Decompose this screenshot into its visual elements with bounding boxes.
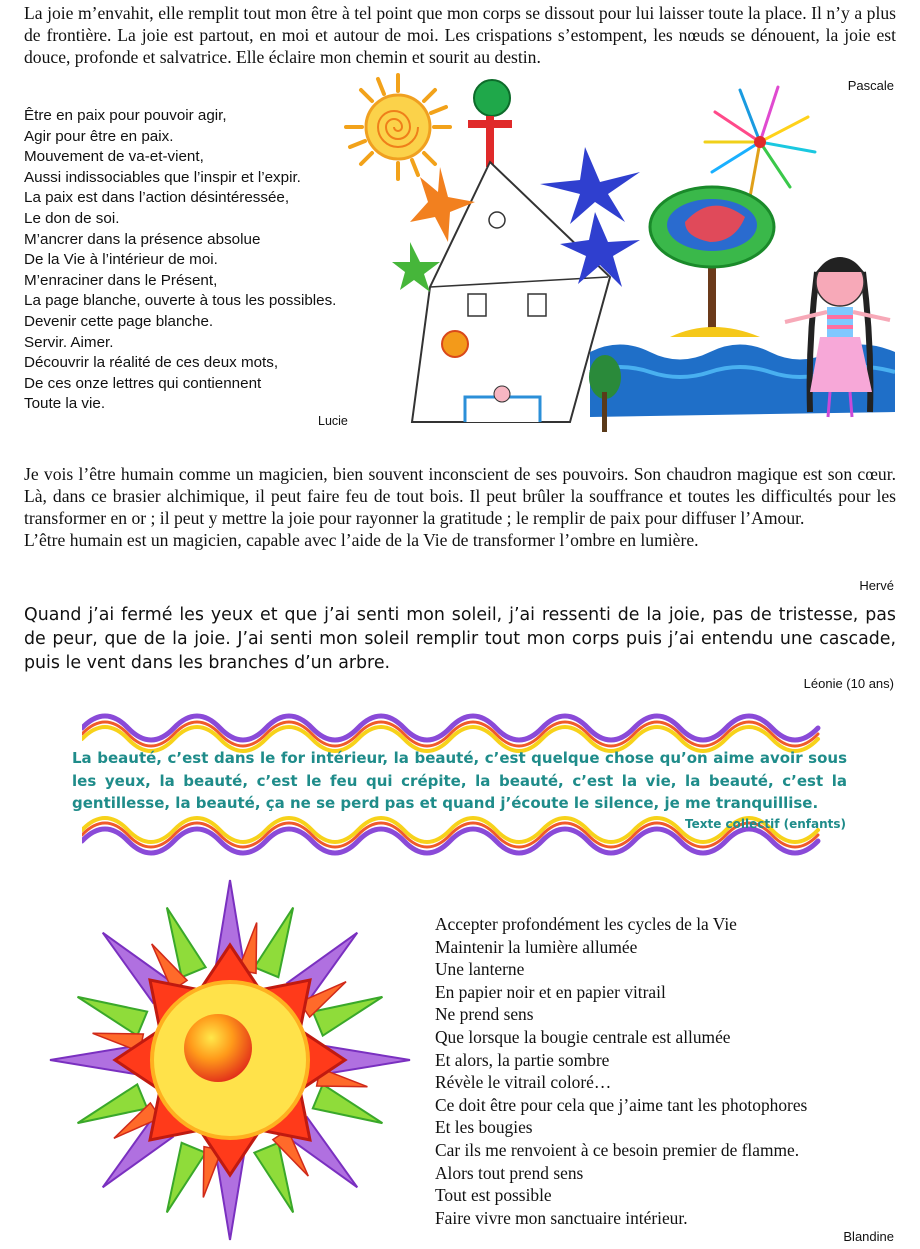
text-leonie: Quand j’ai fermé les yeux et que j’ai senti mon soleil, j’ai ressenti de la joie, pas de tristesse, pas de peur, que de la joie. J’ai senti mon soleil remplir tout mon corps puis j’ai entendu une cascade, puis le vent dans les branches d’un arbre.	[24, 605, 896, 673]
author-leonie: Léonie (10 ans)	[803, 676, 894, 691]
author-pascale: Pascale	[847, 78, 894, 93]
green-ball	[474, 80, 510, 116]
poem-lucie: Être en paix pour pouvoir agir, Agir pour être en paix. Mouvement de va-et-vient, Aussi indissociables que l’inspir et l’expir. La paix est dans l’action désintéressée, Le don de soi. M’ancrer dans la présence absolue De la Vie à l’intérieur de moi. M’enraciner dans le Présent, La page blanche, ouverte à tous les possibles. Devenir cette page blanche. Servir. Aimer. Découvrir la réalité de ces deux mots, De ces onze lettres qui contiennent Toute la vie.	[24, 107, 337, 413]
poem-blandine: Accepter profondément les cycles de la Vie Maintenir la lumière allumée Une lanterne En papier noir et en papier vitrail Ne prend sens Que lorsque la bougie centrale est allumée Et alors, la partie sombre Révèle le vitrail coloré… Ce doit être pour cela que j’aime tant les photophores Et les bougies Car ils me renvoient à ce besoin premier de flamme. Alors tout prend sens Tout est possible Faire vivre mon sanctuaire intérieur.	[435, 914, 808, 1228]
colored-sun-illustration	[40, 875, 420, 1245]
author-blandine: Blandine	[843, 1229, 894, 1244]
sun-drawing	[346, 75, 450, 179]
sun-orb	[184, 1014, 252, 1082]
text-beaute-collectif: La beauté, c’est dans le for intérieur, la beauté, c’est quelque chose qu’on aime avoir sous les yeux, la beauté, c’est le feu qui crépite, la beauté, c’est la vie, la beauté, c’est la gentillesse, la beauté, ça ne se perd pas et quand j’écoute le silence, je me tranquillise.	[72, 749, 847, 813]
herve-paragraph-1: Je vois l’être humain comme un magicien, bien souvent inconscient de ses pouvoirs. Son chaudron magique est son cœur. Là, dans ce brasier alchimique, il peut faire feu de tout bois. Il peut brûler la souffrance et toutes les difficultés pour les transformer en or ; il peut y mettre la joie pour rayonner la gratitude ; le remplir de paix pour diffuser l’Amour.	[24, 464, 896, 528]
text-herve	[24, 463, 896, 551]
author-herve: Hervé	[859, 578, 894, 593]
author-collectif: Texte collectif (enfants)	[685, 817, 846, 831]
intro-paragraph: La joie m’envahit, elle remplit tout mon être à tel point que mon corps se dissout pour lui laisser toute la place. Il n’y a plus de frontière. La joie est partout, en moi et autour de moi. Les crispations s’estompent, les nœuds se dénouent, la joie est douce, profonde et salvatrice. Elle éclaire mon chemin et sourit au destin.	[24, 3, 896, 67]
author-lucie: Lucie	[318, 414, 348, 428]
child-drawing-illustration	[340, 72, 895, 438]
herve-paragraph-2: L’être humain est un magicien, capable avec l’aide de la Vie de transformer l’ombre en lumière.	[24, 530, 699, 550]
